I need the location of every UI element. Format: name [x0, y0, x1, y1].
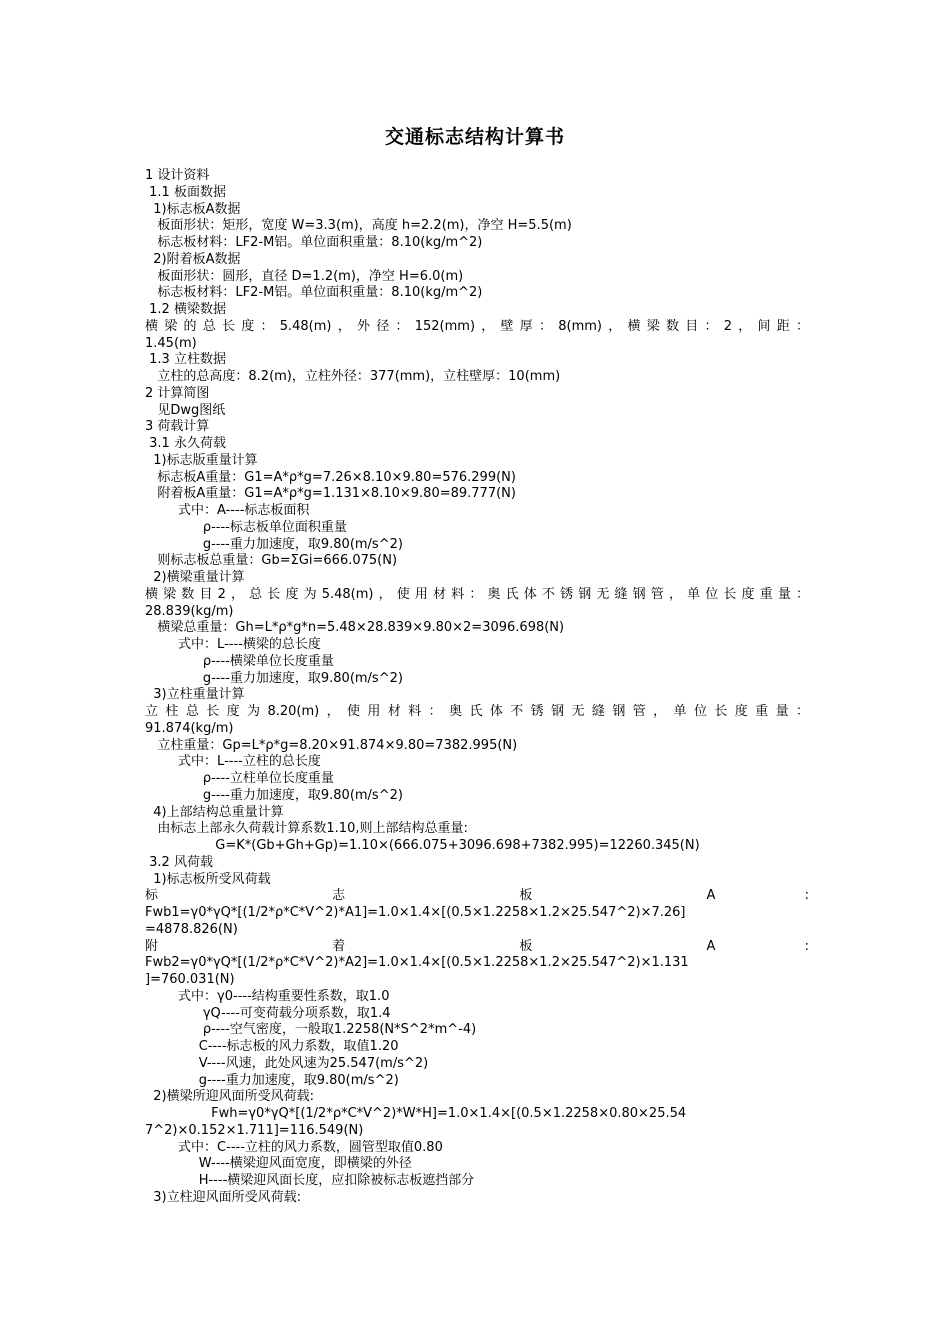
- text-line: 板面形状：矩形，宽度 W=3.3(m)，高度 h=2.2(m)，净空 H=5.5(m): [145, 218, 572, 234]
- text-line: 标志板材料：LF2-M铝。单位面积重量：8.10(kg/m^2): [145, 235, 483, 250]
- text-line: Fwb2=γ0*γQ*[(1/2*ρ*C*V^2)*A2]=1.0×1.4×[(0.5×1.2258×1.2×25.547^2)×1.131: [145, 955, 689, 971]
- text-line: g----重力加速度，取9.80(m/s^2): [145, 787, 403, 803]
- text-line: 1.1 板面数据: [145, 184, 226, 200]
- text-line: g----重力加速度，取9.80(m/s^2): [145, 536, 403, 552]
- text-line: 3 荷载计算: [145, 419, 210, 435]
- text-line: 式中：γ0----结构重要性系数，取1.0: [145, 988, 390, 1004]
- text-line: G=K*(Gb+Gh+Gp)=1.10×(666.075+3096.698+7382.995)=12260.345(N): [145, 838, 700, 853]
- text-line: ρ----立柱单位长度重量: [145, 771, 334, 786]
- text-line: g----重力加速度，取9.80(m/s^2): [145, 1072, 399, 1088]
- text-line: 3.2 风荷载: [145, 854, 213, 870]
- text-line: 立柱的总高度：8.2(m)，立柱外径：377(mm)，立柱壁厚：10(mm): [145, 369, 561, 384]
- document-title: 交通标志结构计算书: [384, 126, 565, 148]
- text-line: 3.1 永久荷载: [145, 436, 226, 451]
- text-line: 附 着 板 A :: [145, 938, 809, 954]
- text-line: 由标志上部永久荷载计算系数1.10,则上部结构总重量:: [145, 821, 468, 837]
- text-line: H----横梁迎风面长度，应扣除被标志板遮挡部分: [145, 1173, 475, 1188]
- text-line: γQ----可变荷载分项系数，取1.4: [145, 1005, 391, 1021]
- text-line: ρ----空气密度，一般取1.2258(N*S^2*m^-4): [145, 1022, 477, 1038]
- text-line: 式中：L----立柱的总长度: [145, 754, 321, 770]
- text-line: 28.839(kg/m): [145, 603, 234, 619]
- text-line: 标 志 板 A :: [145, 888, 809, 904]
- text-line: 横梁的总长度：5.48(m)，外径：152(mm)，壁厚：8(mm)，横梁数目：2，间距：: [145, 318, 809, 334]
- text-line: W----横梁迎风面宽度，即横梁的外径: [145, 1156, 412, 1172]
- text-line: ]=760.031(N): [145, 972, 235, 987]
- text-line: 式中：C----立柱的风力系数，圆管型取值0.80: [145, 1139, 443, 1155]
- text-line: 2)横梁重量计算: [145, 570, 245, 585]
- text-line: =4878.826(N): [145, 921, 238, 937]
- text-line: Fwh=γ0*γQ*[(1/2*ρ*C*V^2)*W*H]=1.0×1.4×[(0.5×1.2258×0.80×25.54: [145, 1106, 687, 1121]
- text-line: 2)横梁所迎风面所受风荷载:: [145, 1089, 314, 1105]
- text-line: 横梁数目2，总长度为5.48(m)，使用材料：奥氏体不锈钢无缝钢管，单位长度重量：: [145, 586, 809, 602]
- text-line: ρ----横梁单位长度重量: [145, 653, 334, 669]
- text-line: Fwb1=γ0*γQ*[(1/2*ρ*C*V^2)*A1]=1.0×1.4×[(0.5×1.2258×1.2×25.547^2)×7.26]: [145, 905, 686, 920]
- text-line: g----重力加速度，取9.80(m/s^2): [145, 670, 403, 686]
- text-line: 式中：A----标志板面积: [145, 503, 310, 518]
- text-line: 2 计算简图: [145, 385, 210, 401]
- text-line: 1.2 横梁数据: [145, 302, 226, 317]
- text-line: 2)附着板A数据: [145, 251, 241, 267]
- text-line: 7^2)×0.152×1.711]=116.549(N): [145, 1122, 364, 1138]
- text-line: 1.3 立柱数据: [145, 352, 226, 368]
- text-line: 立柱总长度为8.20(m)，使用材料：奥氏体不锈钢无缝钢管，单位长度重量：: [145, 704, 809, 719]
- text-line: 3)立柱迎风面所受风荷载:: [145, 1189, 301, 1205]
- text-line: 1)标志板A数据: [145, 201, 241, 217]
- text-line: 附着板A重量：G1=A*ρ*g=1.131×8.10×9.80=89.777(N): [145, 486, 516, 502]
- text-line: 1)标志板所受风荷载: [145, 871, 271, 887]
- text-line: 3)立柱重量计算: [145, 687, 245, 703]
- text-line: 1.45(m): [145, 335, 197, 351]
- text-line: 91.874(kg/m): [145, 720, 234, 736]
- text-line: 1)标志版重量计算: [145, 452, 258, 468]
- text-line: 板面形状：圆形，直径 D=1.2(m)，净空 H=6.0(m): [145, 268, 464, 284]
- text-line: 则标志板总重量：Gb=ΣGi=666.075(N): [145, 553, 398, 569]
- text-line: ρ----标志板单位面积重量: [145, 519, 347, 535]
- text-line: 1 设计资料: [145, 168, 210, 183]
- text-line: 标志板A重量：G1=A*ρ*g=7.26×8.10×9.80=576.299(N): [145, 469, 516, 485]
- text-line: 见Dwg图纸: [145, 402, 226, 418]
- document-body: [145, 168, 809, 1207]
- text-line: C----标志板的风力系数，取值1.20: [145, 1039, 399, 1054]
- text-line: V----风速，此处风速为25.547(m/s^2): [145, 1055, 429, 1071]
- text-line: 标志板材料：LF2-M铝。单位面积重量：8.10(kg/m^2): [145, 285, 483, 301]
- text-line: 立柱重量：Gp=L*ρ*g=8.20×91.874×9.80=7382.995(N): [145, 737, 518, 753]
- text-line: 横梁总重量：Gh=L*ρ*g*n=5.48×28.839×9.80×2=3096.698(N): [145, 620, 565, 636]
- text-line: 式中：L----横梁的总长度: [145, 637, 321, 652]
- text-line: 4)上部结构总重量计算: [145, 804, 284, 820]
